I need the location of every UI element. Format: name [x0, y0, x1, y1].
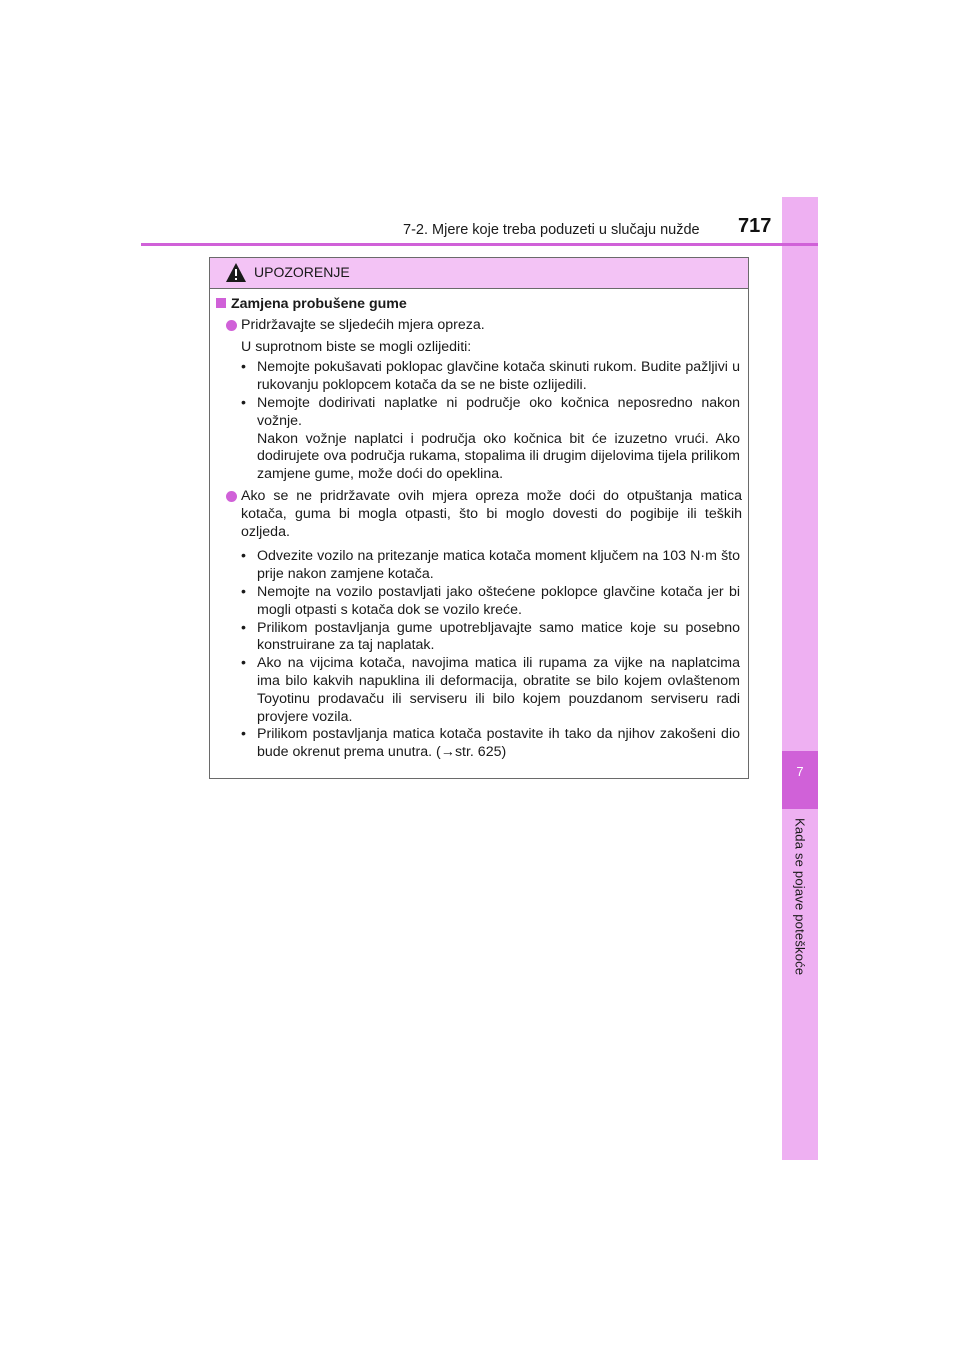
section-heading — [216, 296, 742, 314]
list-item-text: Ako na vijcima kotača, navojima matica ili rupama za vijke na naplatcima ima bilo kakvih napuklina ili deformacija, obratite se bilo kojem ovlaštenom Toyotinu prodavaču ili serviseru ili bilo kojem pouzdanom serviseru radi provjere vozila. — [257, 655, 740, 725]
list-item-text: Nemojte dodirivati naplatke ni područje oko kočnica neposredno nakon vožnje. — [257, 394, 740, 429]
list-item-text: Prilikom postavljanja gume upotrebljavajte samo matice koje su posebno konstruirane za taj naplatak. — [257, 619, 740, 654]
warning-triangle-icon — [225, 262, 247, 283]
side-tab-chapter-number: 7 — [796, 764, 804, 779]
bullet-list — [241, 548, 742, 762]
bullet-symbol: • — [241, 548, 246, 565]
bullet-list — [241, 359, 742, 484]
side-tab-chapter-marker — [782, 751, 818, 809]
list-item-text: Prilikom postavljanja matica kotača postavite ih tako da njihov zakošeni dio bude okrenut prema unutra. (→str. 625) — [257, 726, 740, 761]
square-bullet-icon — [216, 298, 226, 308]
list-item-text: Nemojte na vozilo postavljati jako oštećene poklopce glavčine kotača jer bi mogli otpasti s kotača dok se vozilo kreće. — [257, 583, 740, 618]
section-title: Zamjena probušene gume — [231, 296, 407, 312]
bullet-symbol: • — [241, 726, 246, 743]
list-item-text: Nemojte pokušavati poklopac glavčine kotača skinuti rukom. Budite pažljivi u rukovanju poklopcem kotača da se ne biste ozlijedili. — [257, 359, 740, 394]
bullet-symbol: • — [241, 359, 246, 376]
bullet-symbol: • — [241, 583, 246, 600]
list-item-body — [257, 395, 742, 484]
point-text: Ako se ne pridržavate ovih mjera opreza može doći do otpuštanja matica kotača, guma bi mogla otpasti, što bi moglo dovesti do pogibije ili teških ozljeda. — [241, 487, 742, 540]
list-item — [241, 726, 742, 762]
page-number: 717 — [738, 215, 772, 237]
list-item — [241, 548, 742, 584]
point-text: Pridržavajte se sljedećih mjera opreza. — [241, 316, 485, 333]
point-intro: U suprotnom biste se mogli ozlijediti: — [241, 338, 472, 355]
point-item — [226, 317, 742, 335]
warning-body — [210, 296, 750, 766]
circle-bullet-icon — [226, 491, 237, 502]
section-header-title: 7-2. Mjere koje treba poduzeti u slučaju nužde — [403, 222, 700, 238]
list-item — [241, 584, 742, 620]
list-item — [241, 655, 742, 726]
warning-header — [210, 258, 748, 289]
bullet-symbol: • — [241, 619, 246, 636]
warning-box — [209, 257, 749, 779]
list-item — [241, 620, 742, 656]
list-item-text: Odvezite vozilo na pritezanje matica kotača moment ključem na 103 N·m što prije nakon zamjene kotača. — [257, 548, 740, 583]
point-item — [226, 488, 742, 541]
circle-bullet-icon — [226, 320, 237, 331]
bullet-symbol: • — [241, 394, 246, 411]
warning-title: UPOZORENJE — [254, 264, 350, 280]
list-item — [241, 395, 742, 484]
bullet-symbol: • — [241, 655, 246, 672]
list-item-extra: Nakon vožnje naplatci i područja oko kočnica bit će izuzetno vrući. Ako dodirujete ova područja rukama, stopalima ili drugim dijelovima tijela prilikom zamjene gume, može doći do opeklina. — [257, 430, 740, 483]
header-rule — [141, 243, 818, 246]
list-item — [241, 359, 742, 395]
side-tab-chapter-title: Kada se pojave poteškoće — [792, 818, 808, 976]
